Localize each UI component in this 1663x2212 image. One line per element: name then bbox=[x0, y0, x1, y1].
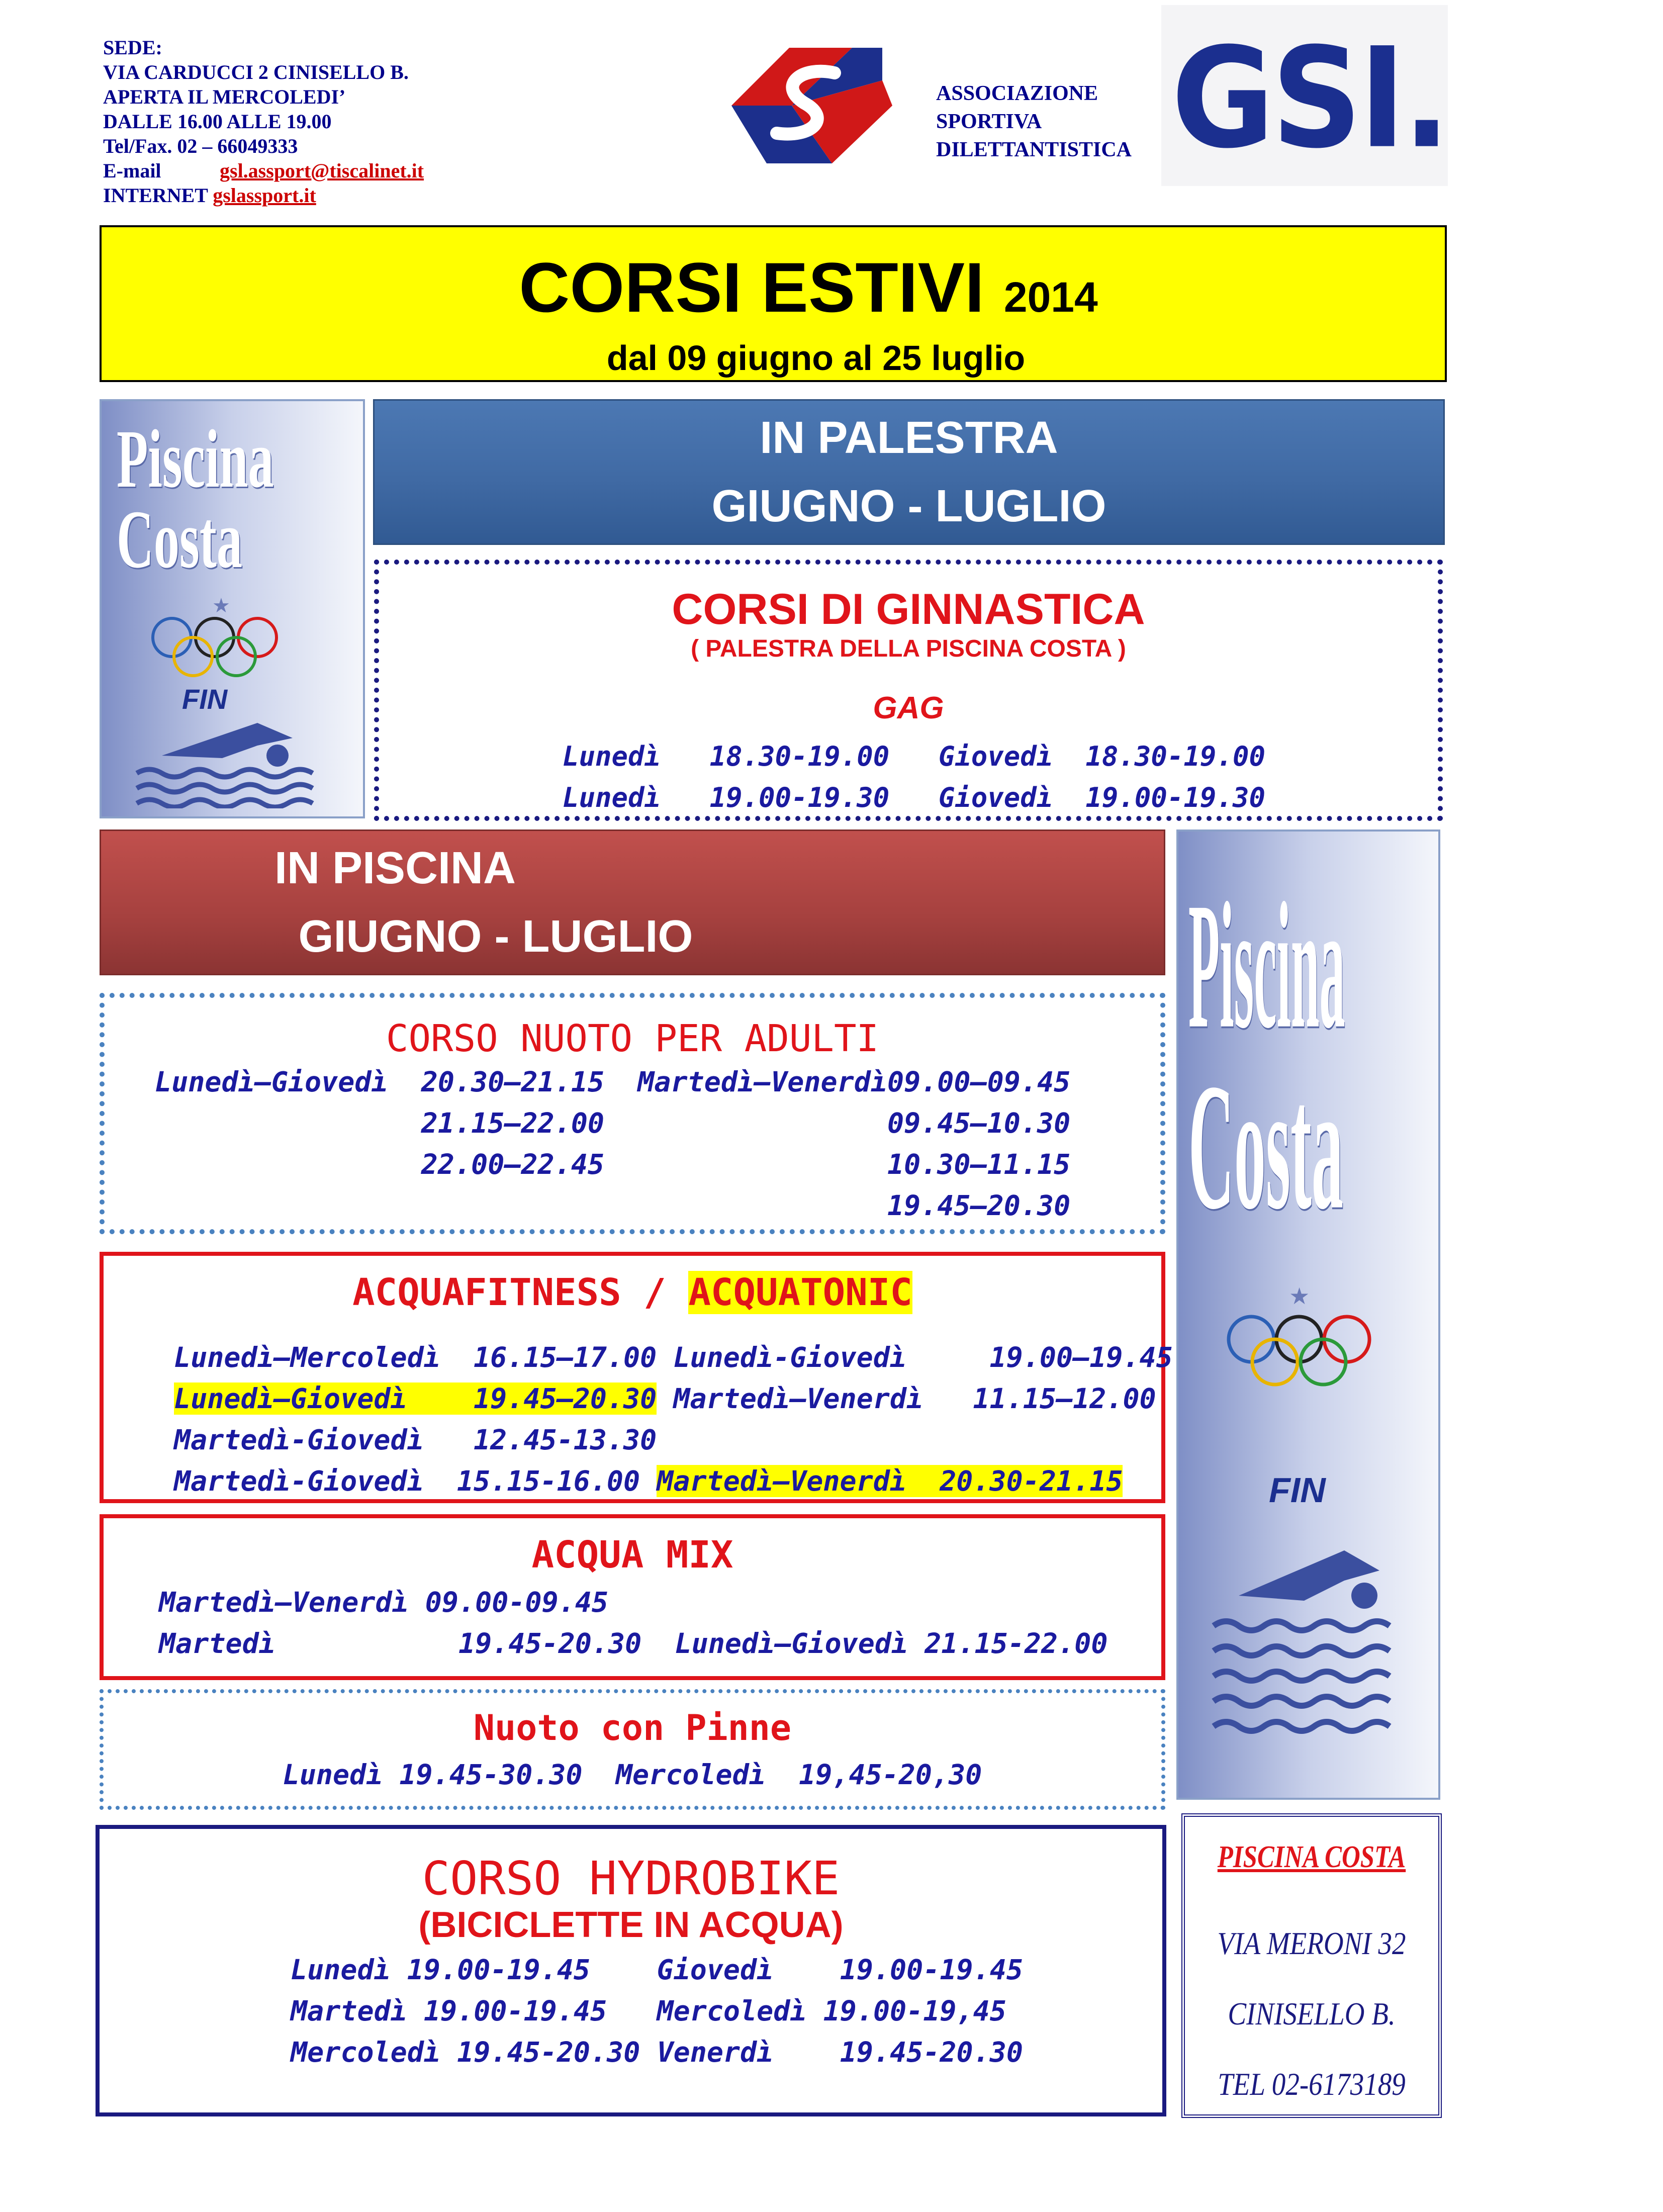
course-name: GAG bbox=[873, 691, 944, 725]
schedule-row: Lunedì 18.30-19.00 Giovedì 18.30-19.00 bbox=[563, 741, 1265, 772]
schedule-row: Lunedì 19.00-19.30 Giovedì 19.00-19.30 bbox=[563, 782, 1265, 813]
venue-street: VIA MERONI 32 bbox=[1217, 1925, 1406, 1961]
piscina-costa-card-right bbox=[1176, 829, 1440, 1800]
section-title: Nuoto con Pinne bbox=[473, 1707, 792, 1748]
section-title bbox=[104, 1271, 1161, 1314]
venue-name: PISCINA COSTA bbox=[1217, 1840, 1406, 1874]
schedule-row bbox=[174, 1382, 1156, 1415]
palestra-banner bbox=[373, 399, 1445, 545]
hydrobike-box bbox=[96, 1825, 1166, 2116]
banner-line: IN PALESTRA bbox=[760, 413, 1058, 463]
title-text: CORSI ESTIVI bbox=[519, 248, 984, 327]
date-range: dal 09 giugno al 25 luglio bbox=[606, 338, 1026, 378]
venue-city: CINISELLO B. bbox=[1228, 1996, 1396, 2032]
sede-opening: APERTA IL MERCOLEDI’ bbox=[103, 85, 346, 108]
schedule-cell: Martedì-Giovedì 12.45-13.30 bbox=[174, 1424, 657, 1456]
association-line: ASSOCIAZIONE bbox=[936, 82, 1098, 105]
svg-text:★: ★ bbox=[212, 597, 230, 617]
card-title: Costa bbox=[117, 493, 243, 585]
gsl-logo-text: GSI. bbox=[1171, 18, 1448, 179]
schedule-row bbox=[174, 1465, 1123, 1497]
page-title bbox=[102, 247, 1445, 337]
internet-label: INTERNET bbox=[103, 184, 208, 207]
title-highlight: ACQUATONIC bbox=[688, 1271, 912, 1314]
schedule-row: Martedì–Venerdì 09.00-09.45 bbox=[159, 1586, 609, 1618]
schedule-row: Lunedì–Giovedì 20.30–21.15 Martedì–Venerdì09.00–09.45 bbox=[155, 1066, 1071, 1098]
schedule-cell-highlighted: Martedì–Venerdì 20.30-21.15 bbox=[657, 1465, 1123, 1497]
sede-block bbox=[103, 35, 465, 208]
email-label: E-mail bbox=[103, 159, 161, 182]
card-title: Piscina bbox=[117, 413, 274, 505]
adulti-box bbox=[100, 993, 1165, 1234]
schedule-row bbox=[174, 1341, 1173, 1373]
schedule-row: Lunedì 19.45-30.30 Mercoledì 19,45-20,30 bbox=[283, 1759, 982, 1791]
olympic-rings-icon bbox=[1214, 1284, 1384, 1395]
fin-logo: FIN bbox=[1269, 1470, 1326, 1510]
swimmer-icon bbox=[1209, 1525, 1410, 1736]
schedule-cell: Martedì–Venerdì 11.15–12.00 bbox=[657, 1382, 1156, 1415]
association-line: SPORTIVA bbox=[936, 110, 1042, 133]
olympic-rings-icon bbox=[137, 597, 298, 678]
banner-line: GIUGNO - LUGLIO bbox=[711, 481, 1106, 531]
section-title: ACQUA MIX bbox=[531, 1533, 733, 1577]
piscina-costa-card-left bbox=[100, 399, 365, 818]
gsl-logo bbox=[1161, 5, 1448, 186]
sede-phone: Tel/Fax. 02 – 66049333 bbox=[103, 135, 298, 157]
schedule-row: Lunedì 19.00-19.45 Giovedì 19.00-19.45 bbox=[291, 1954, 1023, 1986]
section-subtitle: ( PALESTRA DELLA PISCINA COSTA ) bbox=[691, 635, 1126, 662]
sede-hours: DALLE 16.00 ALLE 19.00 bbox=[103, 110, 332, 133]
schedule-row: Martedì 19.45-20.30 Lunedì–Giovedì 21.15-22.00 bbox=[159, 1627, 1108, 1660]
sede-label: SEDE: bbox=[103, 36, 162, 59]
svg-text:★: ★ bbox=[1289, 1284, 1310, 1310]
schedule-row: Mercoledì 19.45-20.30 Venerdì 19.45-20.30 bbox=[291, 2036, 1023, 2068]
section-title: CORSO NUOTO PER ADULTI bbox=[386, 1017, 879, 1060]
schedule-row: 21.15–22.00 09.45–10.30 bbox=[155, 1107, 1071, 1139]
piscina-banner bbox=[100, 829, 1165, 975]
association-line: DILETTANTISTICA bbox=[936, 138, 1132, 161]
sede-address: VIA CARDUCCI 2 CINISELLO B. bbox=[103, 61, 409, 83]
section-title: CORSO HYDROBIKE bbox=[422, 1852, 840, 1905]
banner-line: GIUGNO - LUGLIO bbox=[298, 911, 693, 962]
schedule-cell-highlighted: Lunedì–Giovedì 19.45–20.30 bbox=[174, 1382, 657, 1415]
swimmer-icon bbox=[132, 708, 323, 808]
association-name bbox=[936, 79, 1132, 164]
fin-logo: FIN bbox=[182, 683, 228, 715]
gsl-s-logo bbox=[701, 35, 922, 176]
acqua-mix-box bbox=[100, 1514, 1165, 1680]
section-title: CORSI DI GINNASTICA bbox=[672, 585, 1145, 633]
acquafitness-box bbox=[100, 1252, 1173, 1503]
schedule-row: Martedì 19.00-19.45 Mercoledì 19.00-19,45 bbox=[291, 1995, 1006, 2027]
schedule-cell: Martedì-Giovedì 15.15-16.00 bbox=[174, 1465, 657, 1497]
title-year: 2014 bbox=[1003, 273, 1098, 321]
ginnastica-box bbox=[374, 560, 1443, 821]
section-subtitle: (BICICLETTE IN ACQUA) bbox=[418, 1905, 844, 1945]
schedule-row: 22.00–22.45 10.30–11.15 bbox=[155, 1148, 1071, 1180]
pinne-box bbox=[100, 1689, 1165, 1810]
schedule-cell: Lunedì–Mercoledì 16.15–17.00 bbox=[174, 1341, 674, 1373]
venue-phone: TEL 02-6173189 bbox=[1218, 2066, 1406, 2102]
banner-line: IN PISCINA bbox=[274, 843, 516, 893]
website-link[interactable]: gslassport.it bbox=[213, 184, 316, 207]
schedule-row: 19.45–20.30 bbox=[155, 1189, 1071, 1222]
card-title: Costa bbox=[1188, 1046, 1343, 1247]
title-part: ACQUAFITNESS / bbox=[352, 1271, 689, 1314]
email-link[interactable]: gsl.assport@tiscalinet.it bbox=[220, 159, 424, 182]
card-title: Piscina bbox=[1188, 865, 1345, 1066]
title-banner bbox=[100, 225, 1447, 382]
schedule-row bbox=[174, 1424, 657, 1456]
schedule-cell: Lunedì-Giovedì 19.00–19.45 bbox=[673, 1341, 1173, 1373]
address-box bbox=[1181, 1813, 1442, 2118]
